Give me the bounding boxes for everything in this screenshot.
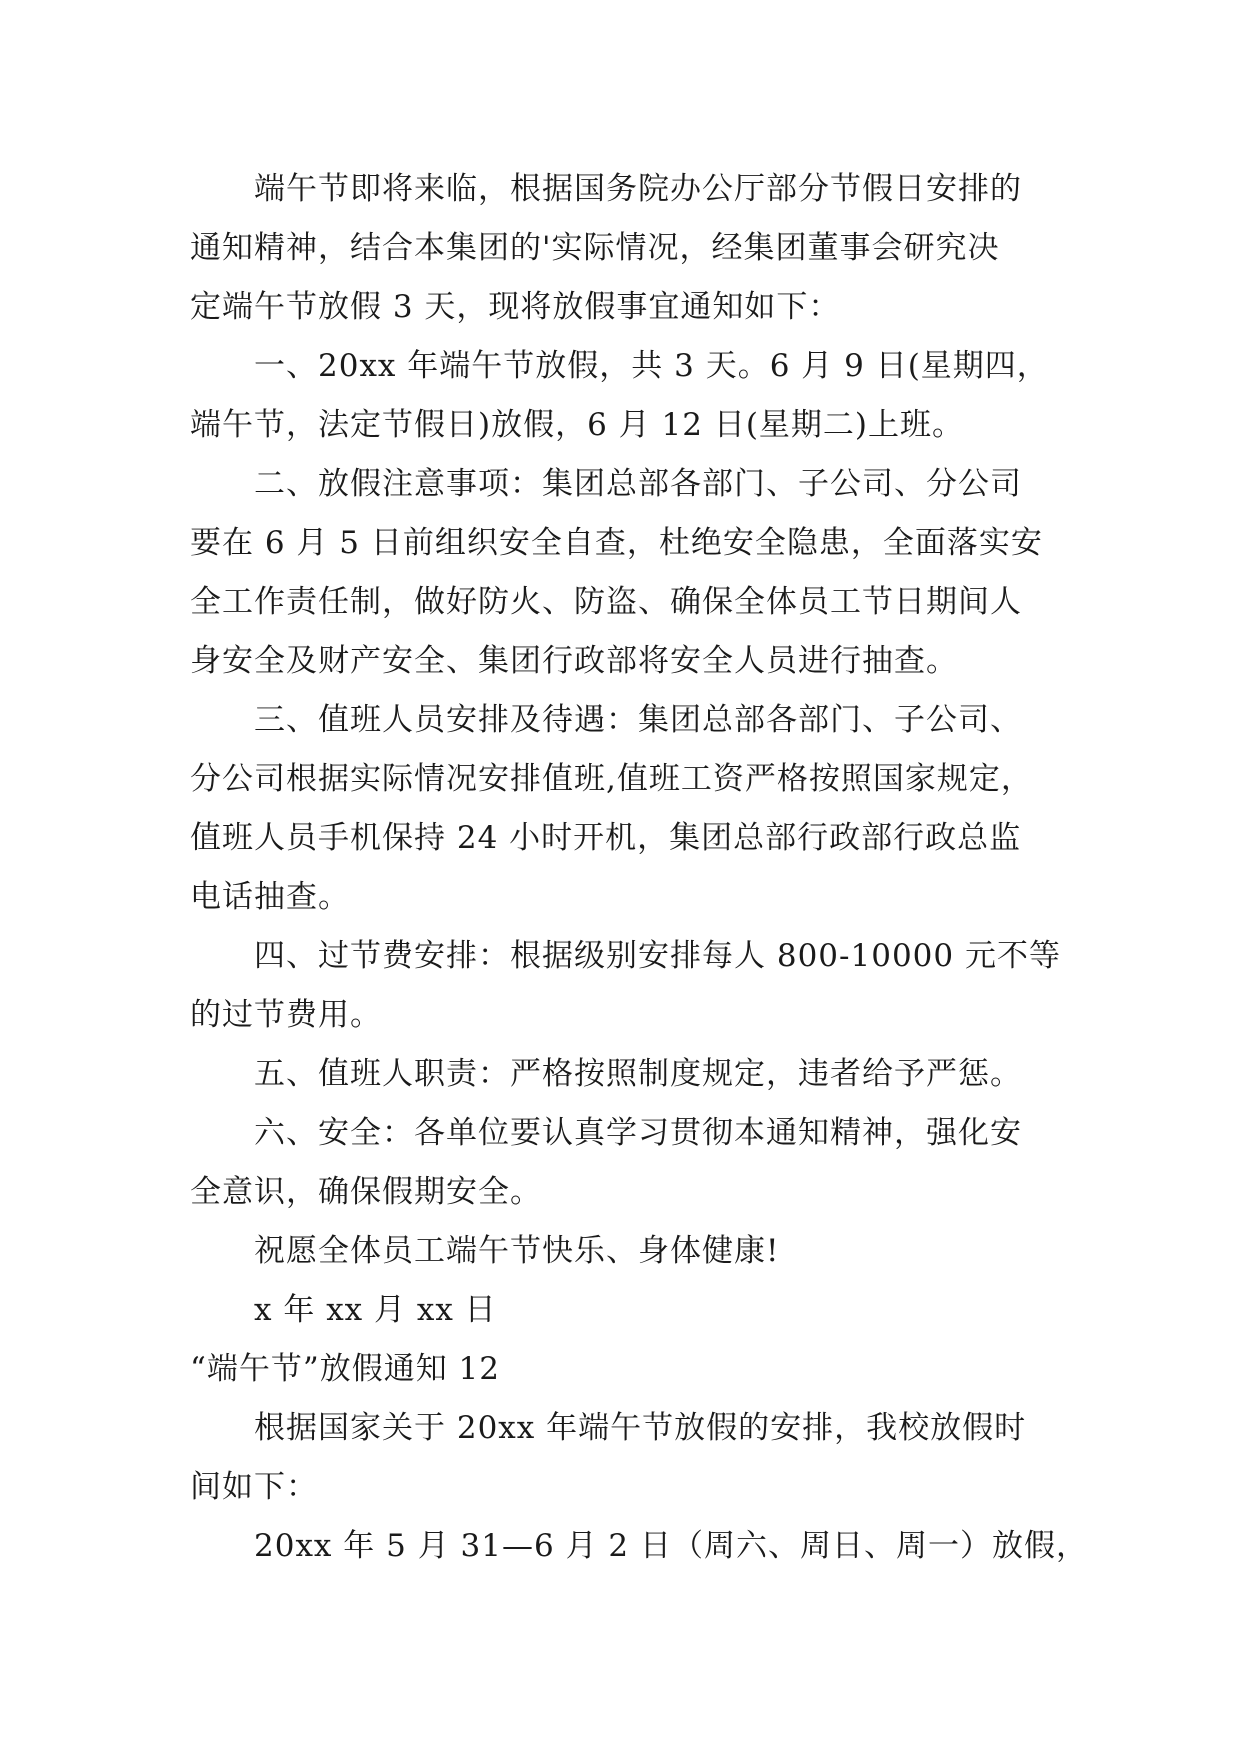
paragraph-line: 身安全及财产安全、集团行政部将安全人员进行抽查。 <box>190 643 958 679</box>
paragraph-line: 20xx 年 5 月 31—6 月 2 日（周六、周日、周一）放假， <box>254 1528 1089 1564</box>
paragraph-line: 四、过节费安排：根据级别安排每人 800-10000 元不等 <box>254 938 1061 974</box>
closing-greeting: 祝愿全体员工端午节快乐、身体健康! <box>254 1233 780 1269</box>
paragraph-line: 全工作责任制，做好防火、防盗、确保全体员工节日期间人 <box>190 584 1022 620</box>
paragraph-line: 通知精神，结合本集团的'实际情况，经集团董事会研究决 <box>190 230 1000 266</box>
paragraph-line: 三、值班人员安排及待遇：集团总部各部门、子公司、 <box>254 702 1022 738</box>
paragraph-line: 要在 6 月 5 日前组织安全自查，杜绝安全隐患，全面落实安 <box>190 525 1043 561</box>
date-line: x 年 xx 月 xx 日 <box>254 1292 497 1328</box>
paragraph-line: 二、放假注意事项：集团总部各部门、子公司、分公司 <box>254 466 1022 502</box>
paragraph-line: 端午节，法定节假日)放假，6 月 12 日(星期二)上班。 <box>190 407 965 443</box>
paragraph-line: 一、20xx 年端午节放假，共 3 天。6 月 9 日(星期四， <box>254 348 1049 384</box>
paragraph-line: 五、值班人职责：严格按照制度规定，违者给予严惩。 <box>254 1056 1022 1092</box>
document-body <box>190 160 1089 1576</box>
paragraph-line: 全意识，确保假期安全。 <box>190 1174 542 1210</box>
paragraph-line: 定端午节放假 3 天，现将放假事宜通知如下： <box>190 289 841 325</box>
paragraph-line: 端午节即将来临，根据国务院办公厅部分节假日安排的 <box>254 171 1022 207</box>
paragraph-line: 根据国家关于 20xx 年端午节放假的安排，我校放假时 <box>254 1410 1027 1446</box>
paragraph-line: 间如下： <box>190 1469 318 1505</box>
paragraph-line: 分公司根据实际情况安排值班,值班工资严格按照国家规定， <box>190 761 1033 797</box>
paragraph-line: 六、安全：各单位要认真学习贯彻本通知精神，强化安 <box>254 1115 1022 1151</box>
paragraph-line: 电话抽查。 <box>190 879 350 915</box>
paragraph-line: 值班人员手机保持 24 小时开机，集团总部行政部行政总监 <box>190 820 1022 856</box>
paragraph-line: 的过节费用。 <box>190 997 382 1033</box>
section-title: “端午节”放假通知 12 <box>190 1351 500 1387</box>
